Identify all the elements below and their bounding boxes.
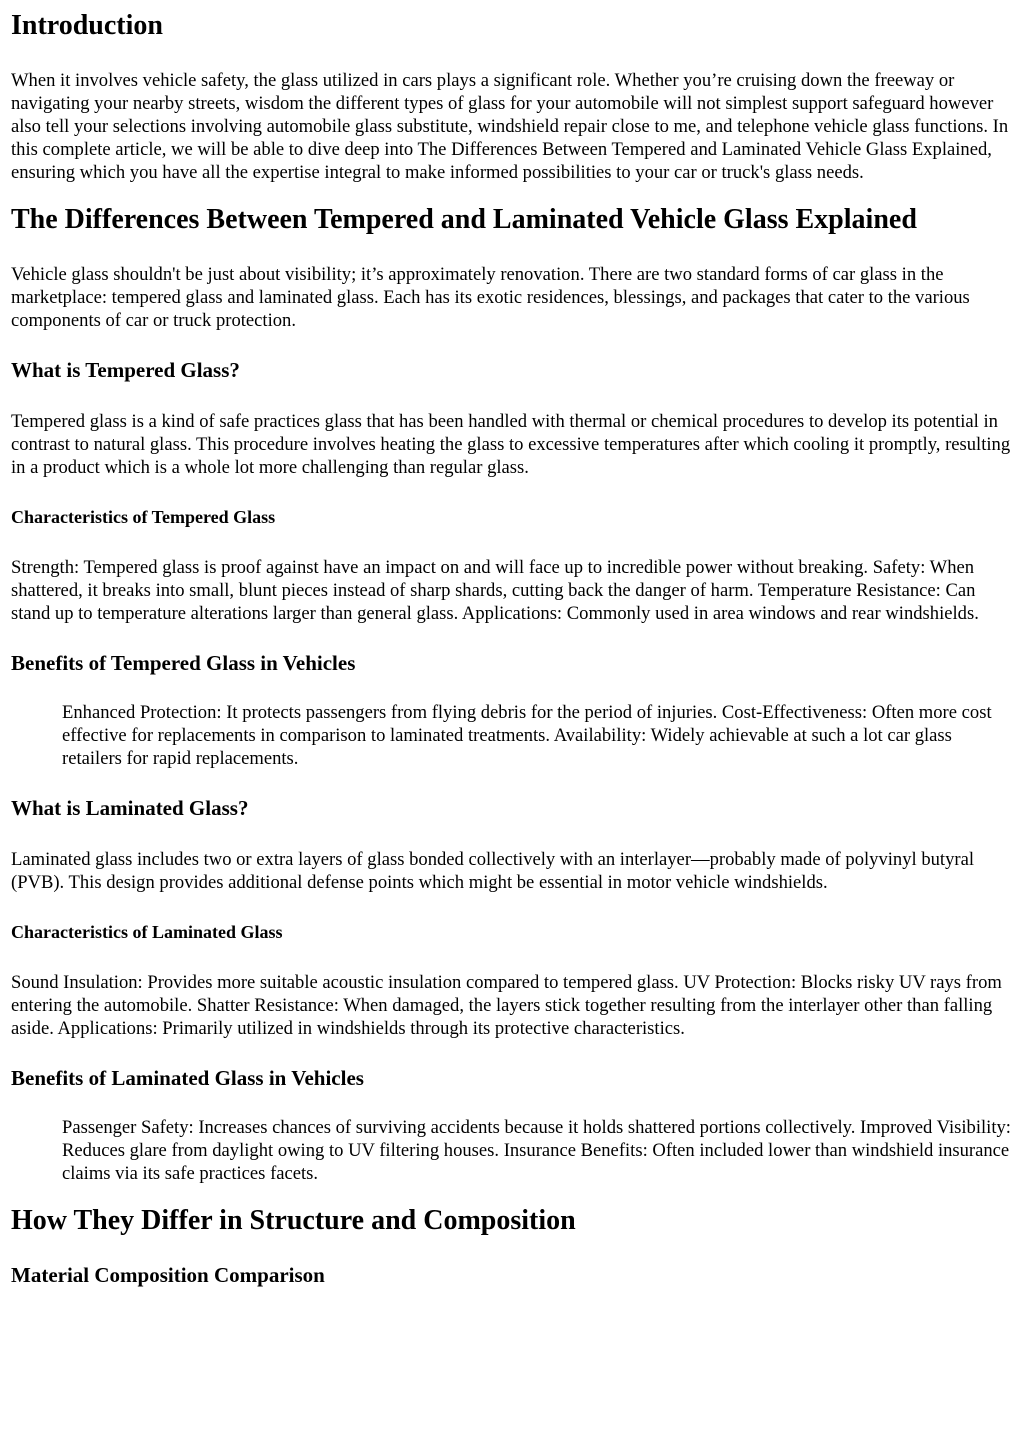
differences-heading: The Differences Between Tempered and Laminated Vehicle Glass Explained <box>11 204 917 235</box>
laminated-characteristics-paragraph: Sound Insulation: Provides more suitable acoustic insulation compared to tempered glass. UV Protection: Blocks risky UV rays from entering the automobile. Shatter Resistance: When damaged, the layers stick together resulting from the interlayer other than falling aside. Applications: Primarily utilized in windshields through its protective characteristics. <box>11 972 1002 1039</box>
tempered-heading: What is Tempered Glass? <box>11 358 240 382</box>
tempered-characteristics-paragraph: Strength: Tempered glass is proof against have an impact on and will face up to incredible power without breaking. Safety: When shattered, it breaks into small, blunt pieces instead of sharp shards, cutting back the danger of harm. Temperature Resistance: Can stand up to temperature alterations larger than general glass. Applications: Commonly used in area windows and rear windshields. <box>11 557 979 624</box>
intro-paragraph: When it involves vehicle safety, the glass utilized in cars plays a significant role. Whether you’re cruising down the freeway or navigating your nearby streets, wisdom the different types of glass for your automobile will not simplest support safeguard however also tell your selections involving automobile glass substitute, windshield repair close to me, and telephone vehicle glass functions. In this complete article, we will be able to dive deep into The Differences Between Tempered and Laminated Vehicle Glass Explained, ensuring which you have all the expertise integral to make informed possibilities to your car or truck's glass needs. <box>11 70 1009 183</box>
tempered-characteristics-heading: Characteristics of Tempered Glass <box>11 507 276 527</box>
tempered-benefits-quote: Enhanced Protection: It protects passengers from flying debris for the period of injuries. Cost-Effectiveness: Often more cost effective for replacements in comparison to laminated treatments. Availability: Widely achievable at such a lot car glass retailers for rapid replacements. <box>62 702 992 769</box>
intro-heading: Introduction <box>11 10 163 41</box>
tempered-paragraph: Tempered glass is a kind of safe practices glass that has been handled with thermal or chemical procedures to develop its potential in contrast to natural glass. This procedure involves heating the glass to excessive temperatures after which cooling it promptly, resulting in a product which is a whole lot more challenging than regular glass. <box>11 411 1011 478</box>
article <box>0 10 1024 1287</box>
structure-heading: How They Differ in Structure and Composition <box>11 1205 576 1236</box>
material-composition-heading: Material Composition Comparison <box>11 1263 325 1287</box>
laminated-characteristics-heading: Characteristics of Laminated Glass <box>11 922 283 942</box>
laminated-heading: What is Laminated Glass? <box>11 796 249 820</box>
laminated-benefits-quote: Passenger Safety: Increases chances of surviving accidents because it holds shattered portions collectively. Improved Visibility: Reduces glare from daylight owing to UV filtering houses. Insurance Benefits: Often included lower than windshield insurance claims via its safe practices facets. <box>62 1117 1011 1184</box>
differences-paragraph: Vehicle glass shouldn't be just about visibility; it’s approximately renovation. There are two standard forms of car glass in the marketplace: tempered glass and laminated glass. Each has its exotic residences, blessings, and packages that cater to the various components of car or truck protection. <box>11 264 970 331</box>
laminated-benefits-heading: Benefits of Laminated Glass in Vehicles <box>11 1066 364 1090</box>
laminated-paragraph: Laminated glass includes two or extra layers of glass bonded collectively with an interlayer—probably made of polyvinyl butyral (PVB). This design provides additional defense points which might be essential in motor vehicle windshields. <box>11 849 974 893</box>
tempered-benefits-heading: Benefits of Tempered Glass in Vehicles <box>11 651 356 675</box>
